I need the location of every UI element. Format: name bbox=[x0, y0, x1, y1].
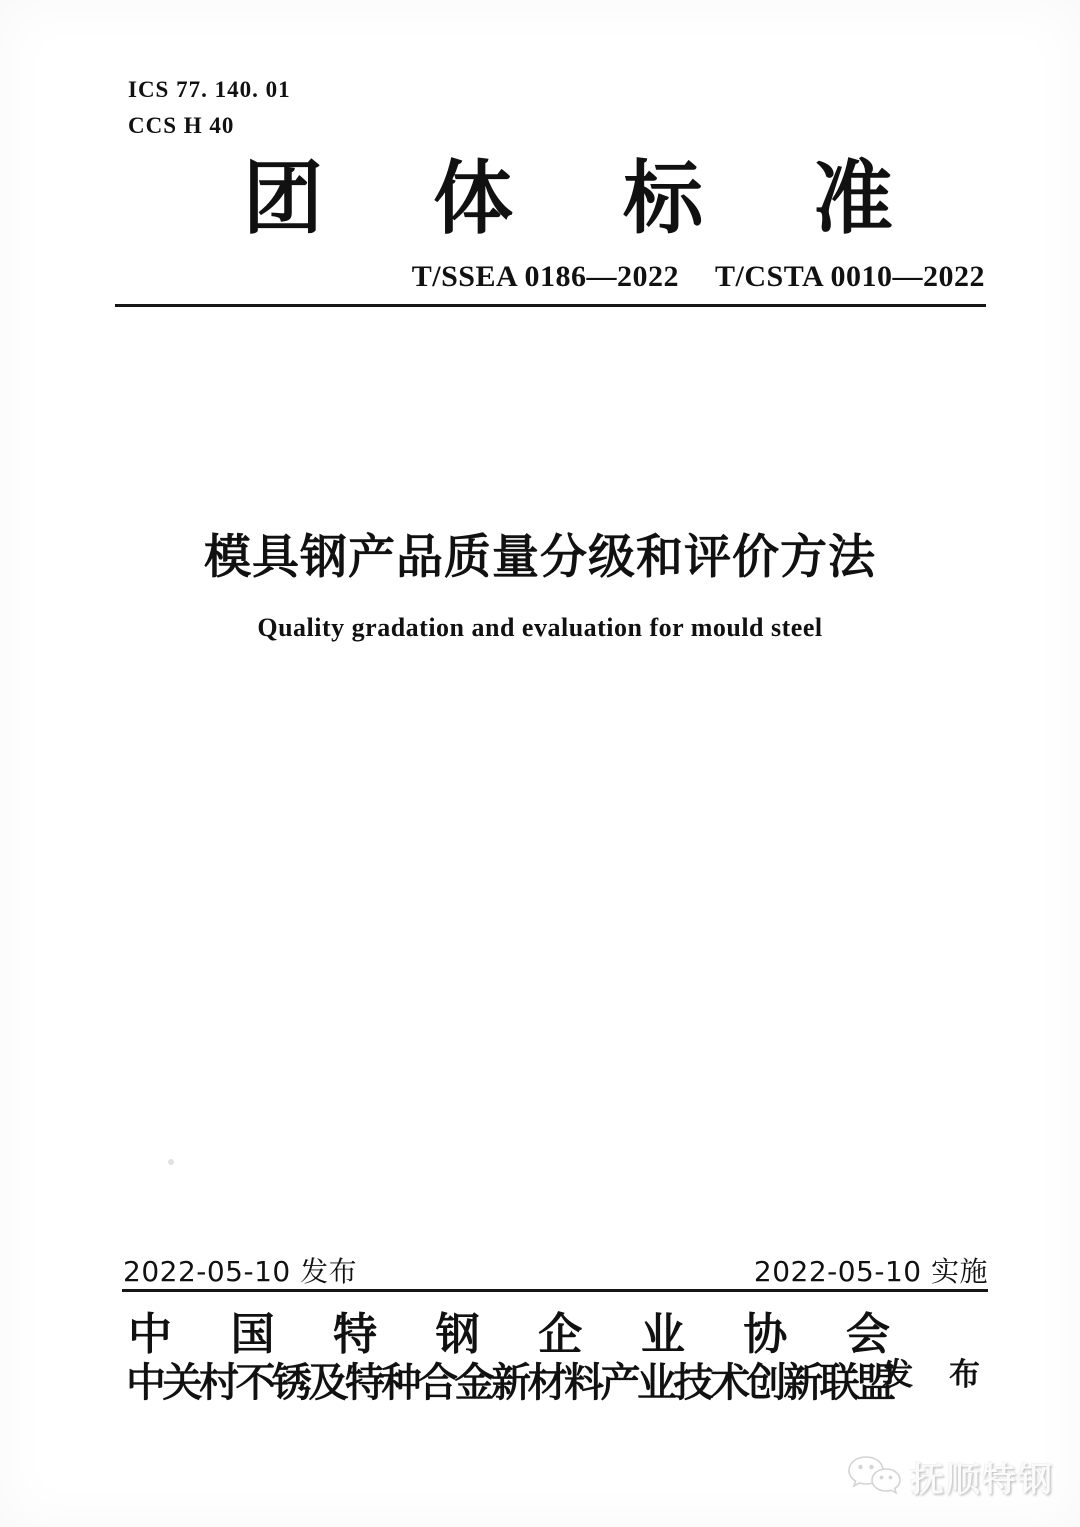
org-char: 会 bbox=[845, 1310, 890, 1359]
org-char: 中 bbox=[128, 1310, 172, 1359]
standard-numbers bbox=[412, 260, 985, 294]
issue-date: 2022-05-10 发布 bbox=[123, 1255, 358, 1288]
page-title: 模具钢产品质量分级和评价方法 bbox=[204, 532, 876, 584]
document-type-title bbox=[243, 152, 893, 248]
doc-type-char: 标 bbox=[623, 156, 703, 244]
implement-date: 2022-05-10 实施 bbox=[753, 1255, 988, 1288]
scan-speck bbox=[168, 1159, 174, 1165]
publisher-org-primary bbox=[128, 1310, 890, 1360]
standard-number-ssea: T/SSEA 0186—2022 bbox=[411, 260, 679, 293]
org-char: 国 bbox=[230, 1310, 275, 1359]
doc-type-char: 团 bbox=[243, 156, 323, 244]
ccs-code: CCS H 40 bbox=[128, 113, 235, 138]
org-char: 钢 bbox=[435, 1310, 480, 1359]
org-char: 业 bbox=[640, 1310, 685, 1359]
date-row bbox=[123, 1250, 988, 1290]
org-char: 协 bbox=[743, 1310, 788, 1359]
page-title-english: Quality gradation and evaluation for mould steel bbox=[257, 613, 823, 642]
org-char: 特 bbox=[333, 1310, 378, 1359]
watermark-text: 抚顺特钢 bbox=[910, 1462, 1054, 1499]
standard-number-csta: T/CSTA 0010—2022 bbox=[715, 260, 985, 293]
header-divider bbox=[115, 304, 986, 307]
org-char: 企 bbox=[538, 1310, 583, 1359]
publisher-org-secondary: 中关村不锈及特种合金新材料产业技术创新联盟 bbox=[126, 1360, 893, 1405]
footer-divider bbox=[122, 1289, 988, 1292]
doc-type-char: 体 bbox=[433, 156, 513, 244]
publish-label: 发 布 bbox=[882, 1357, 994, 1392]
ics-code: ICS 77. 140. 01 bbox=[128, 77, 291, 102]
watermark bbox=[846, 1452, 1054, 1501]
doc-type-char: 准 bbox=[813, 156, 893, 244]
wechat-icon bbox=[846, 1453, 904, 1501]
classification-codes bbox=[128, 72, 291, 144]
